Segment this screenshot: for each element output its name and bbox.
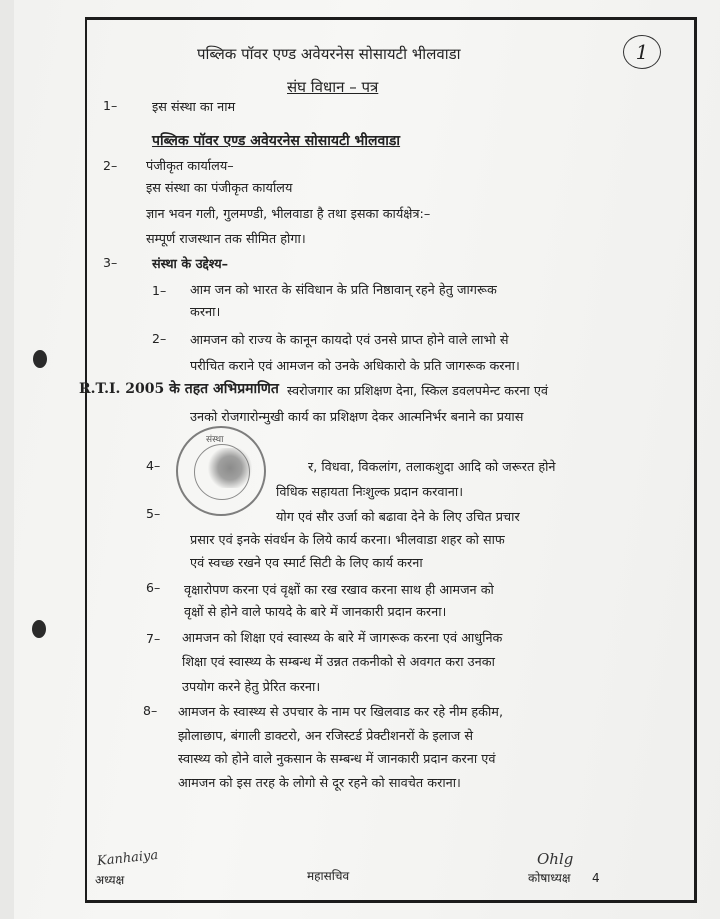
objective-line: आम जन को भारत के संविधान के प्रति निष्ठावान् रहने हेतु जागरूक bbox=[190, 283, 497, 298]
objective-number: 5– bbox=[146, 506, 161, 521]
objective-number: 7– bbox=[146, 631, 161, 646]
seal-ink-blot bbox=[208, 448, 252, 488]
objective-line: वृक्षारोपण करना एवं वृक्षों का रख रखाव करना साथ ही आमजन को bbox=[184, 583, 494, 598]
page-mark-circled: 1 bbox=[623, 35, 661, 69]
footer-treasurer-label: कोषाध्यक्ष bbox=[528, 871, 571, 885]
section-label: संस्था के उद्देश्य– bbox=[152, 257, 229, 272]
objective-number: 6– bbox=[146, 580, 161, 595]
objective-number: 2– bbox=[152, 331, 167, 346]
objective-number: 4– bbox=[146, 458, 161, 473]
objective-line: परीचित कराने एवं आमजन को उनके अधिकारो के प्रति जागरूक करना। bbox=[190, 359, 520, 374]
objective-line: स्वास्थ्य को होने वाले नुकसान के सम्बन्ध में जानकारी प्रदान करना एवं bbox=[178, 752, 496, 767]
section-line: इस संस्था का पंजीकृत कार्यालय bbox=[146, 181, 293, 196]
objective-line: योग एवं सौर उर्जा को बढावा देने के लिए उचित प्रचार bbox=[276, 510, 520, 525]
punch-hole bbox=[33, 350, 47, 368]
objective-line: आमजन को राज्य के कानून कायदो एवं उनसे प्राप्त होने वाले लाभो से bbox=[190, 333, 509, 348]
society-name-heading: पब्लिक पॉवर एण्ड अवेयरनेस सोसायटी भीलवाडा bbox=[197, 45, 461, 63]
objective-line: वृक्षों से होने वाले फायदे के बारे में जानकारी प्रदान करना। bbox=[184, 605, 447, 620]
president-signature: Kanhaiya bbox=[96, 847, 159, 870]
treasurer-signature: Ohlg bbox=[537, 850, 574, 868]
objective-line: स्वरोजगार का प्रशिक्षण देना, स्किल डवलपमेन्ट करना एवं bbox=[287, 384, 549, 399]
objective-line: आमजन के स्वास्थ्य से उपचार के नाम पर खिलवाड कर रहे नीम हकीम, bbox=[178, 705, 504, 720]
objective-number: 8– bbox=[143, 703, 158, 718]
page-number: 4 bbox=[592, 871, 600, 885]
objective-line: झोलाछाप, बंगाली डाक्टरो, अन रजिस्टर्ड प्रेक्टीशनरों के इलाज से bbox=[178, 729, 473, 744]
section-number: 1– bbox=[103, 98, 118, 113]
objective-line: उनको रोजगारोन्मुखी कार्य का प्रशिक्षण देकर आत्मनिर्भर बनाने का प्रयास bbox=[190, 410, 524, 425]
section-line: सम्पूर्ण राजस्थान तक सीमित होगा। bbox=[146, 232, 306, 247]
footer-secretary-label: महासचिव bbox=[307, 869, 350, 883]
section-number: 2– bbox=[103, 158, 118, 173]
section-label: इस संस्था का नाम bbox=[152, 100, 236, 115]
objective-line: विधिक सहायता निःशुल्क प्रदान करवाना। bbox=[276, 485, 464, 500]
objective-number: 1– bbox=[152, 283, 167, 298]
seal-text: संस्था bbox=[206, 435, 224, 445]
objective-line: आमजन को इस तरह के लोगो से दूर रहने को सावचेत कराना। bbox=[178, 776, 461, 791]
objective-line: प्रसार एवं इनके संवर्धन के लिये कार्य करना। भीलवाडा शहर को साफ bbox=[190, 533, 505, 548]
footer-president-label: अध्यक्ष bbox=[95, 873, 125, 887]
rti-attestation-stamp: R.T.I. 2005 के तहत अभिप्रमाणित bbox=[79, 381, 279, 397]
objective-line: उपयोग करने हेतु प्रेरित करना। bbox=[182, 680, 321, 695]
objective-line: आमजन को शिक्षा एवं स्वास्थ्य के बारे में जागरूक करना एवं आधुनिक bbox=[182, 631, 503, 646]
document-title: संघ विधान – पत्र bbox=[287, 78, 379, 96]
punch-hole bbox=[32, 620, 46, 638]
section-label: पंजीकृत कार्यालय– bbox=[146, 159, 234, 174]
section-line: ज्ञान भवन गली, गुलमण्डी, भीलवाडा है तथा इसका कार्यक्षेत्र:– bbox=[146, 207, 431, 222]
section-number: 3– bbox=[103, 255, 118, 270]
objective-line: र, विधवा, विकलांग, तलाकशुदा आदि को जरूरत होने bbox=[308, 460, 556, 475]
objective-line: शिक्षा एवं स्वास्थ्य के सम्बन्ध में उन्नत तकनीको से अवगत करा उनका bbox=[182, 655, 495, 670]
society-name-value: पब्लिक पॉवर एण्ड अवेयरनेस सोसायटी भीलवाडा bbox=[152, 133, 401, 149]
objective-line: एवं स्वच्छ रखने एव स्मार्ट सिटी के लिए कार्य करना bbox=[190, 556, 423, 571]
objective-line: करना। bbox=[190, 305, 221, 320]
